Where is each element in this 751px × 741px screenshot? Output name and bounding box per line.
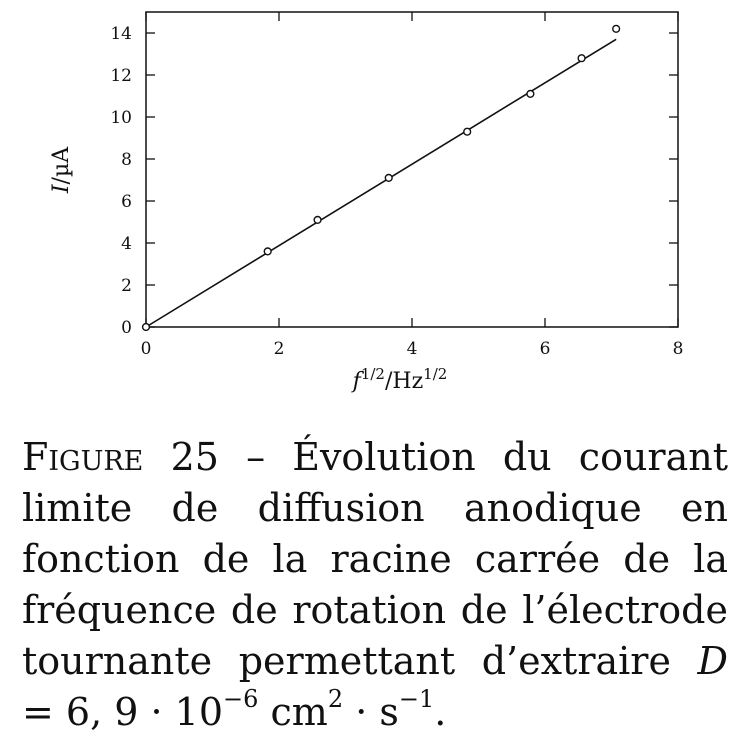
x-tick-label: 2 <box>273 339 285 359</box>
y-tick-label: 0 <box>121 318 132 338</box>
y-tick-label: 4 <box>121 234 132 254</box>
caption-exp-3: −1 <box>398 685 435 713</box>
y-tick-label: 8 <box>121 150 132 170</box>
y-tick-label: 10 <box>110 108 132 128</box>
caption-text-1: – Évolution du courant limite de diffusion anodique en fonction de la racine carrée de la fréquence de rotation de l’électrode tournante permettant d’extraire <box>22 435 728 683</box>
x-axis-label-unit: /Hz <box>384 369 424 394</box>
caption-text-4: · s <box>343 690 399 734</box>
x-tick-label: 0 <box>140 339 152 359</box>
data-point <box>578 55 585 62</box>
caption-text-5: . <box>434 690 447 734</box>
data-point <box>527 91 534 98</box>
data-point <box>464 128 471 135</box>
data-point <box>314 217 321 224</box>
figure-caption <box>22 432 728 738</box>
x-tick-label: 8 <box>672 339 684 359</box>
y-axis-label <box>49 146 74 194</box>
data-point <box>613 25 620 32</box>
caption-label: Figure <box>22 435 144 479</box>
y-axis-label-var: I <box>49 184 74 194</box>
y-axis-label-unit: /µA <box>49 146 74 185</box>
caption-exp-2: 2 <box>327 685 344 713</box>
y-tick-label: 6 <box>121 192 132 212</box>
y-axis <box>110 24 678 338</box>
caption-exp-1: −6 <box>223 685 259 713</box>
data-point <box>385 175 392 182</box>
caption-text-3: cm <box>258 690 328 734</box>
x-tick-label: 4 <box>406 339 418 359</box>
x-tick-label: 6 <box>539 339 551 359</box>
data-point <box>264 248 271 255</box>
y-tick-label: 2 <box>121 276 132 296</box>
caption-text-2: = 6, 9 · 10 <box>22 690 224 734</box>
caption-var-d: D <box>697 639 728 683</box>
y-tick-label: 14 <box>110 24 132 44</box>
x-axis-label-unit-exp: 1/2 <box>423 365 448 383</box>
x-axis-label <box>351 365 448 394</box>
x-axis-label-exp: 1/2 <box>360 365 385 383</box>
data-point <box>143 324 150 331</box>
x-axis <box>141 12 684 359</box>
caption-number: 25 <box>170 435 219 479</box>
y-tick-label: 12 <box>110 66 132 86</box>
fit-line <box>146 39 616 327</box>
plot-frame <box>146 12 678 327</box>
x-axis-label-var: f <box>352 369 361 394</box>
